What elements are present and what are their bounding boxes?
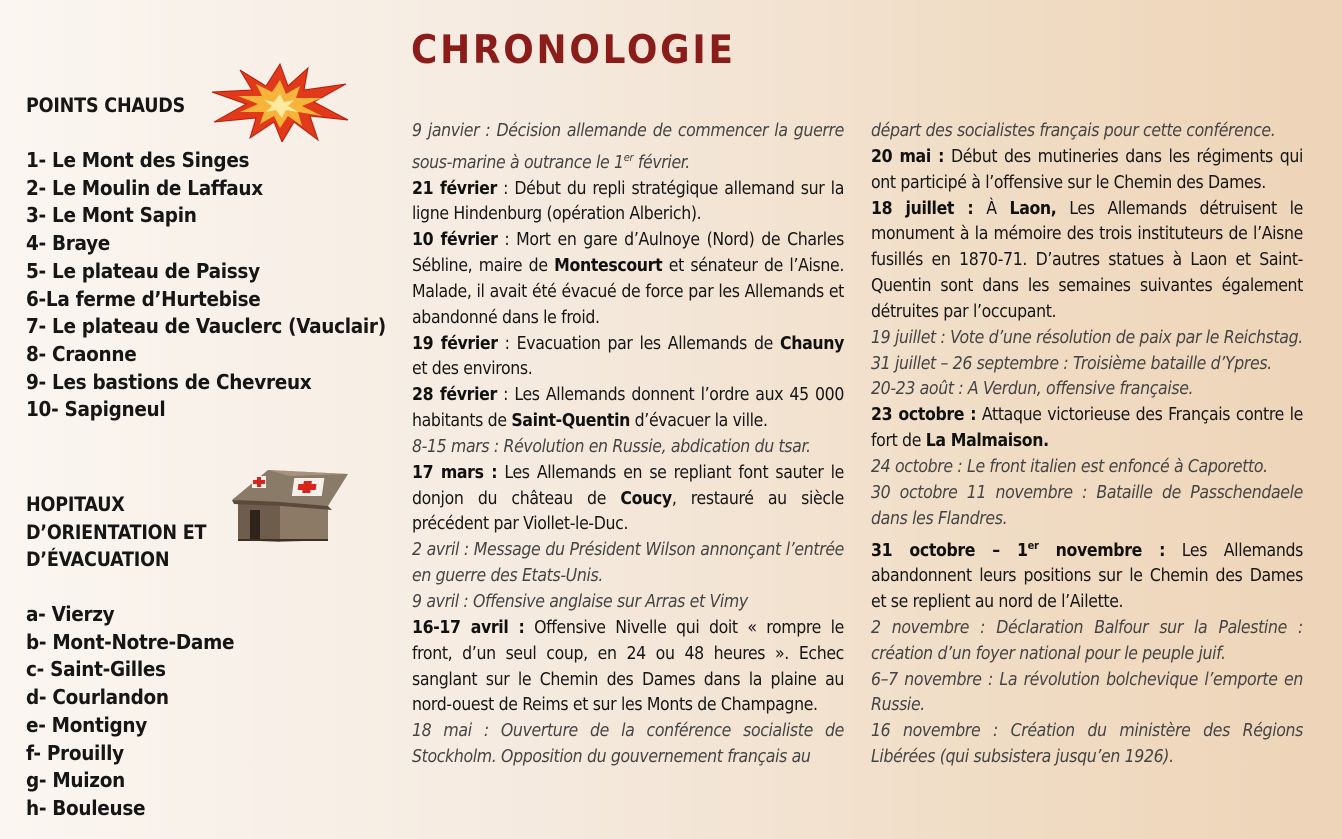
list-item: 2- Le Moulin de Laffaux (26, 175, 263, 200)
entry-text: : Evacuation par les Allemands de (497, 333, 781, 354)
chronology-entry (871, 326, 1303, 352)
list-item: 1- Le Mont des Singes (26, 148, 250, 172)
entry-highlight: 31 octobre – 1 (871, 540, 1028, 561)
entry-text: et des environs. (412, 359, 533, 380)
chronology-entry (871, 377, 1303, 403)
chronology-entry (412, 119, 844, 177)
chronology-entry (412, 538, 844, 590)
field-hospital-tent-icon (228, 466, 352, 544)
entry-text: Offensive Nivelle qui doit « rompre le front, d’un seul coup, en 24 ou 48 heures ». Echec sanglant sur le Chemin des Dames dans la plaine au nord-ouest de Reims et sur les Monts de Champagne. (412, 617, 844, 716)
chronology-entry (412, 332, 844, 384)
entry-highlight: er (1027, 538, 1039, 552)
list-item: 5- Le plateau de Paissy (26, 258, 260, 283)
list-item: 10- Sapigneul (26, 397, 166, 422)
hopitaux-heading (26, 491, 206, 574)
entry-text: er (623, 150, 634, 164)
entry-text: Début des mutineries dans les régiments qui ont participé à l’offensive sur le Chemin des Dames. (871, 146, 1303, 193)
heading-line: HOPITAUX (26, 493, 125, 516)
chronology-entry (412, 616, 844, 719)
entry-text: Les Allemands en se repliant font sauter le donjon du château de (412, 462, 844, 509)
chronology-entry (871, 719, 1303, 771)
chronology-entry (871, 668, 1303, 720)
entry-text: 8-15 mars : Révolution en Russie, abdication du tsar. (412, 436, 811, 457)
list-item: d- Courlandon (26, 685, 169, 710)
chronology-entry (871, 197, 1303, 326)
list-item: f- Prouilly (26, 740, 124, 765)
list-item: 4- Braye (26, 231, 111, 256)
entry-text: d’évacuer la ville. (630, 411, 768, 432)
entry-text: 6–7 novembre : La révolution bolchevique l’emporte en Russie. (871, 669, 1303, 716)
chronology-entry (871, 145, 1303, 197)
heading-line: D’ÉVACUATION (26, 548, 170, 571)
chronology-entry (871, 616, 1303, 668)
entry-text: départ des socialistes français pour cette conférence. (871, 121, 1276, 141)
entry-text: 24 octobre : Le front italien est enfoncé à Caporetto. (871, 456, 1268, 477)
entry-highlight: 18 juillet : (871, 198, 974, 219)
chronology-entry (412, 461, 844, 539)
entry-highlight: 17 mars : (412, 462, 498, 483)
entry-text: 19 juillet : Vote d’une résolution de paix par le Reichstag. (871, 327, 1303, 348)
entry-highlight: novembre : (1038, 540, 1166, 561)
list-item: 3- Le Mont Sapin (26, 203, 197, 228)
chronology-entry (412, 590, 844, 616)
page-title: CHRONOLOGIE (411, 28, 736, 73)
entry-text: , restauré au siècle précédent par Viollet-le-Duc. (412, 488, 844, 535)
entry-text: 16 novembre : Création du ministère des Régions Libérées (qui subsistera jusqu’en 1926). (871, 721, 1303, 768)
chronology-entry (871, 455, 1303, 481)
chronology-entry (412, 435, 844, 461)
list-item: g- Muizon (26, 768, 125, 793)
entry-text: Les Allemands abandonnent leurs positions sur le Chemin des Dames et se replient au nord de l’Ailette. (871, 540, 1303, 613)
points-chauds-list (26, 147, 386, 424)
entry-text: février. (633, 152, 690, 173)
list-item: 6-La ferme d’Hurtebise (26, 286, 261, 311)
chronology-entry (412, 228, 844, 331)
chronology-column-1 (412, 119, 844, 771)
entry-highlight: Coucy (620, 488, 672, 509)
entry-highlight: Saint-Quentin (511, 411, 631, 432)
list-item: 8- Craonne (26, 341, 137, 366)
entry-highlight: 16-17 avril : (412, 617, 525, 638)
chronology-entry (412, 719, 844, 771)
list-item: a- Vierzy (26, 602, 115, 626)
entry-text: : Début du repli stratégique allemand sur la ligne Hindenburg (opération Alberich). (412, 178, 844, 225)
entry-text: 30 octobre 11 novembre : Bataille de Passchendaele dans les Flandres. (871, 482, 1303, 529)
heading-line: D’ORIENTATION ET (26, 520, 207, 544)
entry-text: 9 avril : Offensive anglaise sur Arras et Vimy (412, 592, 748, 613)
entry-highlight: 28 février (412, 385, 497, 406)
points-chauds-heading: POINTS CHAUDS (26, 94, 186, 117)
entry-highlight: 19 février (412, 333, 498, 354)
entry-highlight: Chauny (780, 333, 844, 354)
entry-highlight: 21 février (412, 178, 497, 199)
entry-text: 20-23 août : A Verdun, offensive française. (871, 379, 1194, 400)
entry-text: 2 novembre : Déclaration Balfour sur la Palestine : création d’un foyer national pour le peuple juif. (871, 617, 1303, 664)
entry-text: À (973, 198, 1010, 219)
chronology-entry (871, 352, 1303, 378)
entry-highlight: La Malmaison. (925, 431, 1049, 452)
hopitaux-list (26, 601, 234, 823)
entry-highlight: 20 mai : (871, 146, 945, 167)
list-item: h- Bouleuse (26, 795, 146, 820)
chronology-entry (412, 177, 844, 229)
entry-text: 18 mai : Ouverture de la conférence socialiste de Stockholm. Opposition du gouvernement français au (412, 721, 844, 768)
entry-text: 9 janvier : Décision allemande de commencer la guerre sous-marine à outrance le 1 (412, 121, 844, 173)
chronology-column-2 (871, 119, 1303, 771)
entry-text: 2 avril : Message du Président Wilson annonçant l’entrée en guerre des Etats-Unis. (412, 540, 844, 587)
list-item: 7- Le plateau de Vauclerc (Vauclair) (26, 314, 386, 339)
entry-highlight: Montescourt (554, 256, 663, 277)
entry-text: Attaque victorieuse des Français contre le fort de (871, 405, 1303, 452)
entry-text: : Les Allemands donnent l’ordre aux 45 000 habitants de (412, 385, 844, 432)
entry-text: 31 juillet – 26 septembre : Troisième bataille d’Ypres. (871, 353, 1272, 374)
chronology-entry (871, 533, 1303, 616)
entry-text: et sénateur de l’Aisne. Malade, il avait été évacué de force par les Allemands et abandonné dans le froid. (412, 256, 845, 328)
entry-text: Les Allemands détruisent le monument à la mémoire des trois instituteurs de l’Aisne fusillés en 1870-71. D’autres statues à Laon et Saint-Quentin sont dans les semaines suivantes également détruites par l’occupant. (871, 198, 1303, 322)
entry-highlight: 23 octobre : (871, 405, 977, 426)
explosion-icon (210, 62, 350, 142)
chronology-entry (412, 383, 844, 435)
entry-highlight: 10 février (412, 230, 498, 251)
list-item: c- Saint-Gilles (26, 657, 166, 682)
chronology-entry (871, 481, 1303, 533)
entry-text: : Mort en gare d’Aulnoye (Nord) de Charles Sébline, maire de (412, 230, 844, 277)
chronology-entry (871, 119, 1303, 145)
list-item: 9- Les bastions de Chevreux (26, 369, 312, 394)
chronology-entry (871, 403, 1303, 455)
list-item: b- Mont-Notre-Dame (26, 629, 235, 654)
list-item: e- Montigny (26, 712, 147, 737)
entry-highlight: Laon, (1009, 198, 1057, 219)
